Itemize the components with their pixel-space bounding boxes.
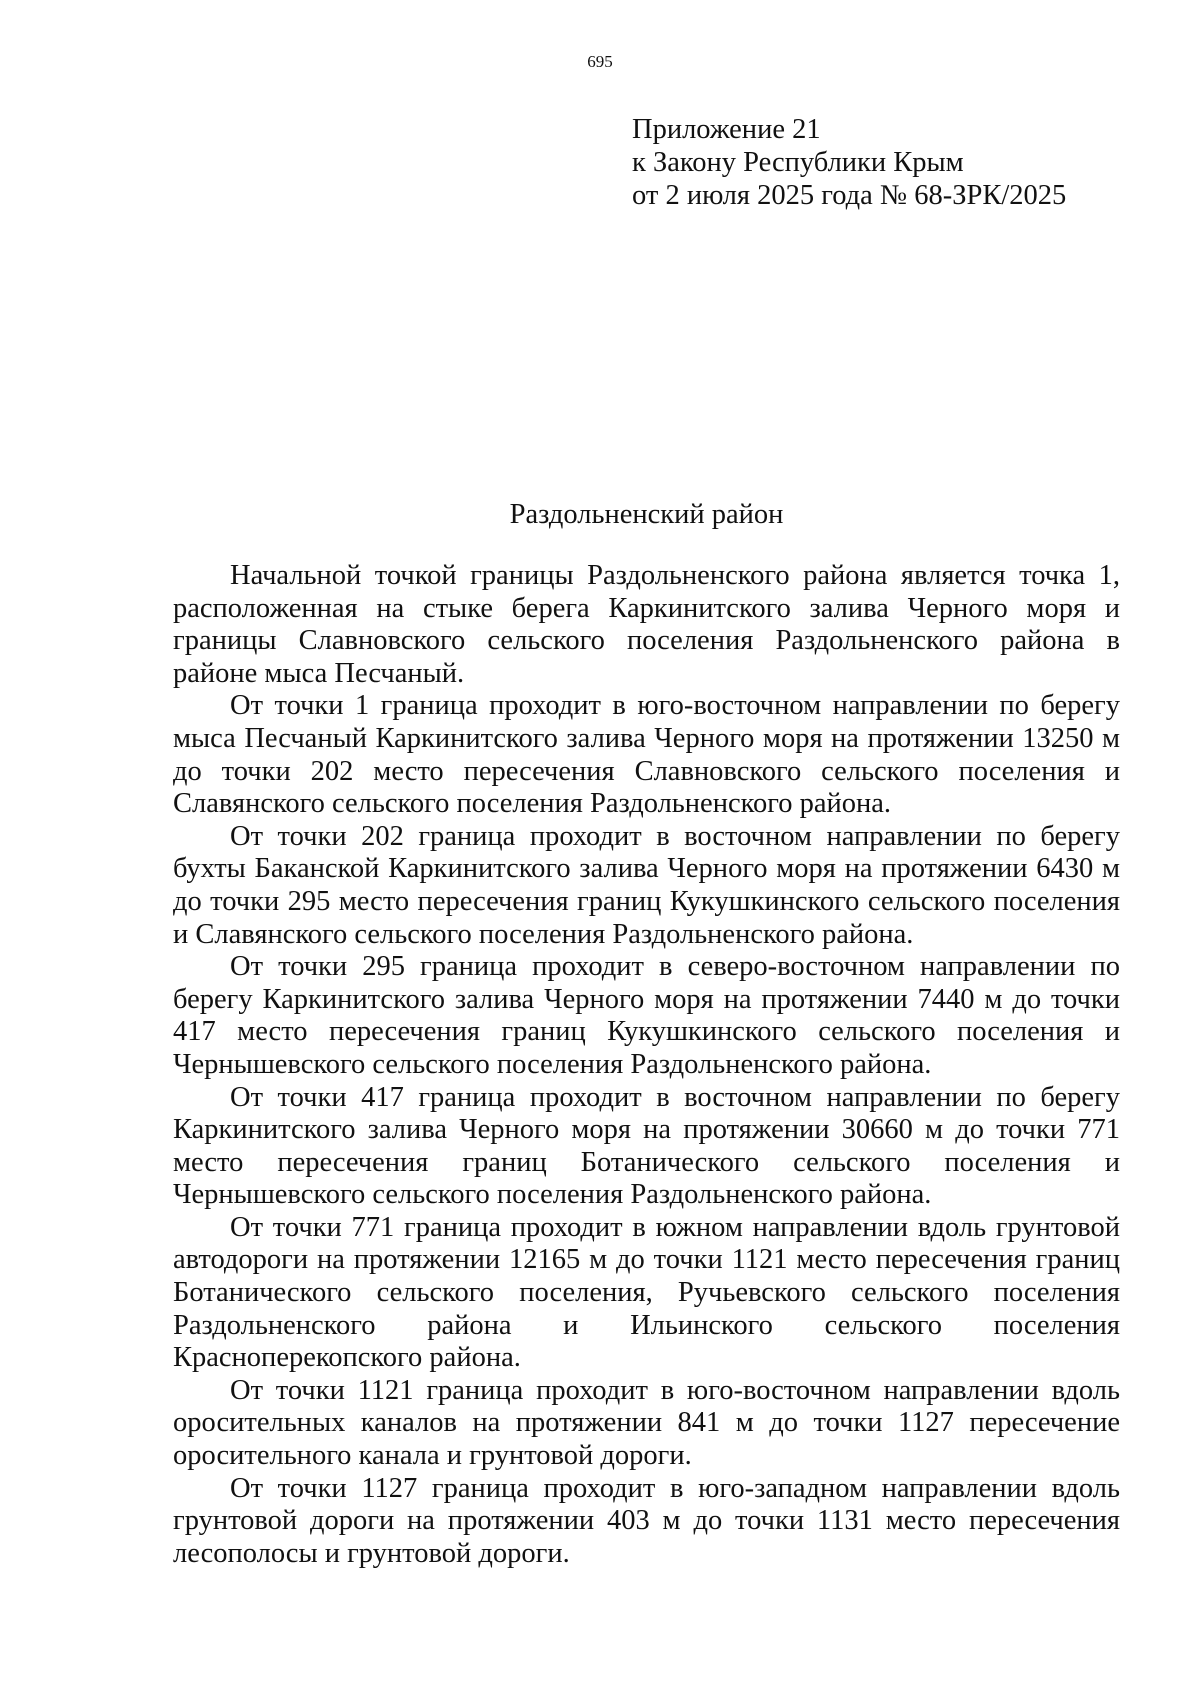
paragraph-point-1: От точки 1 граница проходит в юго-восточном направлении по берегу мыса Песчаный Каркинитского залива Черного моря на протяжении 13250 м до точки 202 место пересечения Славновского сельского поселения и Славянского сельского поселения Раздольненского района. xyxy=(173,690,1120,820)
paragraph-point-295: От точки 295 граница проходит в северо-восточном направлении по берегу Каркинитского залива Черного моря на протяжении 7440 м до точки 417 место пересечения границ Кукушкинского сельского поселения и Чернышевского сельского поселения Раздольненского района. xyxy=(173,951,1120,1080)
appendix-line-date: от 2 июля 2025 года № 68-ЗРК/2025 xyxy=(632,180,1067,211)
paragraph-point-417: От точки 417 граница проходит в восточном направлении по берегу Каркинитского залива Черного моря на протяжении 30660 м до точки 771 место пересечения границ Ботанического сельского поселения и Чернышевского сельского поселения Раздольненского района. xyxy=(173,1081,1120,1211)
paragraph-start-point: Начальной точкой границы Раздольненского района является точка 1, расположенная на стыке берега Каркинитского залива Черного моря и границы Славновского сельского поселения Раздольненского района в районе мыса Песчаный. xyxy=(173,560,1120,689)
appendix-line-law: к Закону Республики Крым xyxy=(632,147,964,178)
paragraph-point-771: От точки 771 граница проходит в южном направлении вдоль грунтовой автодороги на протяжении 12165 м до точки 1121 место пересечения границ Ботанического сельского поселения, Ручьевского сельского поселения Раздольненского района и Ильинского сельского поселения Красноперекопского района. xyxy=(173,1211,1120,1374)
paragraph-point-1121: От точки 1121 граница проходит в юго-восточном направлении вдоль оросительных каналов на протяжении 841 м до точки 1127 пересечение оросительного канала и грунтовой дороги. xyxy=(173,1374,1120,1472)
paragraph-point-202: От точки 202 граница проходит в восточном направлении по берегу бухты Баканской Каркинитского залива Черного моря на протяжении 6430 м до точки 295 место пересечения границ Кукушкинского сельского поселения и Славянского сельского поселения Раздольненского района. xyxy=(173,820,1120,950)
paragraph-point-1127: От точки 1127 граница проходит в юго-западном направлении вдоль грунтовой дороги на протяжении 403 м до точки 1131 место пересечения лесополосы и грунтовой дороги. xyxy=(173,1472,1120,1569)
boundary-description xyxy=(173,560,1120,1570)
district-title: Раздольненский район xyxy=(509,499,784,530)
page-number: 695 xyxy=(587,52,613,71)
appendix-line-number: Приложение 21 xyxy=(632,114,821,145)
appendix-header xyxy=(632,113,1152,212)
